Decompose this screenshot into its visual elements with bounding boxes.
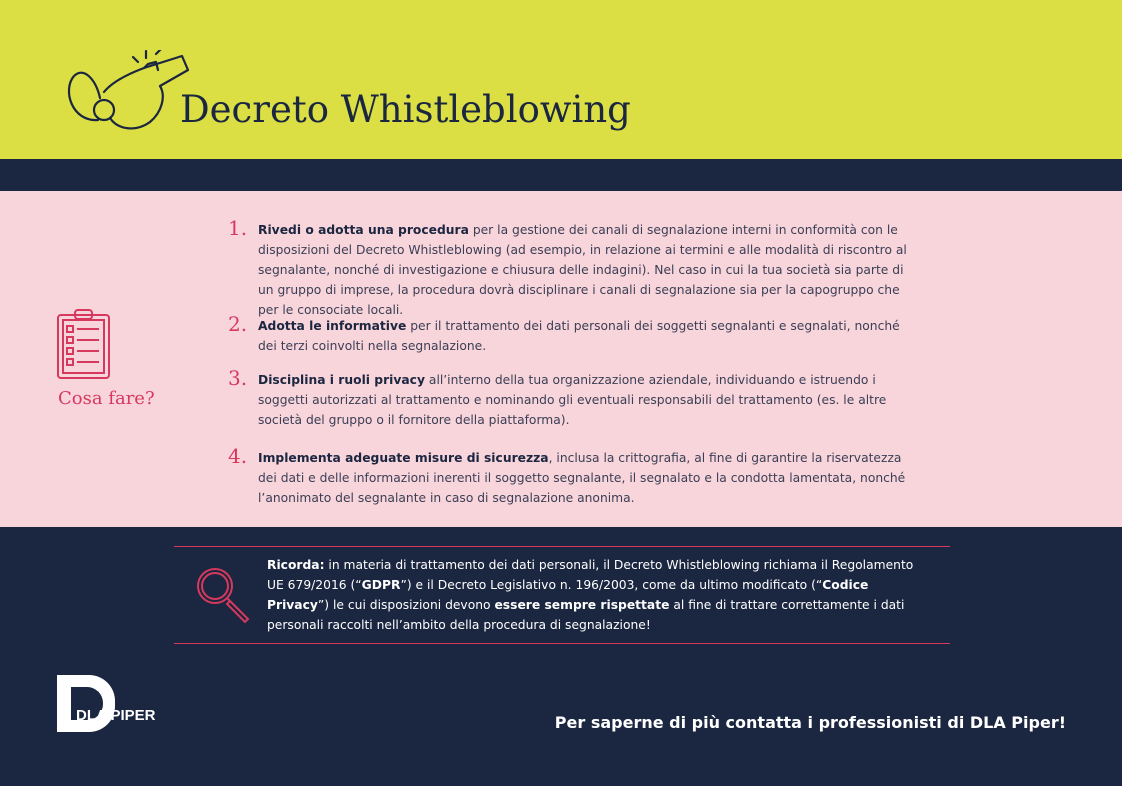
item-text: [258, 220, 908, 320]
dla-piper-logo: [57, 675, 117, 733]
reminder-text-part: in materia di trattamento dei dati personali, il Decreto Whistleblowing richiama il Regolamento UE 679/2016 (“: [267, 558, 914, 592]
gdpr-term: GDPR: [361, 578, 401, 592]
page-title: Decreto Whistleblowing: [180, 88, 631, 131]
item-bold: Adotta le informative: [258, 319, 407, 333]
reminder-text-part: ”) le cui disposizioni devono: [317, 598, 495, 612]
item-body: per la gestione dei canali di segnalazione interni in conformità con le disposizioni del Decreto Whistleblowing (ad esempio, in relazione ai termini e alle modalità di riscontro al segnalante, nonché di investigazione e chiusura delle indagini). Nel caso in cui la tua società sia parte di un gruppo di imprese, la procedura dovrà disciplinare i canali di segnalazione sia per la capogruppo che per le consociate locali.: [258, 223, 907, 317]
item-number: 4.: [228, 444, 248, 468]
item-body: , inclusa la crittografia, al fine di garantire la riservatezza dei dati e delle informazioni inerenti il soggetto segnalante, il segnalato e la condotta lamentata, nonché l’anonimato del segnalante in caso di segnalazione anonima.: [258, 451, 906, 505]
clipboard-checklist-icon: [57, 308, 111, 380]
contact-cta[interactable]: Per saperne di più contatta i professionisti di DLA Piper!: [554, 713, 1066, 732]
item-bold: Rivedi o adotta una procedura: [258, 223, 469, 237]
reminder-text: [267, 555, 917, 635]
divider-band: [0, 159, 1122, 191]
item-body: all’interno della tua organizzazione aziendale, individuando e istruendo i soggetti autorizzati al trattamento e nominando gli eventuali responsabili del trattamento (es. le altre società del gruppo o il fornitore della piattaforma).: [258, 373, 887, 427]
item-number: 2.: [228, 312, 248, 336]
item-number: 3.: [228, 366, 248, 390]
logo-text: DLA PIPER: [76, 707, 156, 724]
magnifying-glass-icon: [194, 566, 254, 626]
reminder-text-part: ”) e il Decreto Legislativo n. 196/2003, come da ultimo modificato (“: [400, 578, 823, 592]
item-bold: Disciplina i ruoli privacy: [258, 373, 425, 387]
whistle-icon: [62, 50, 192, 132]
section-heading: Cosa fare?: [58, 388, 155, 409]
reminder-label: Ricorda:: [267, 558, 325, 572]
reminder-text-part: al fine di trattare correttamente i dati personali raccolti nell’ambito della procedura di segnalazione!: [267, 598, 905, 632]
item-text: [258, 370, 908, 430]
item-body: per il trattamento dei dati personali dei soggetti segnalanti e segnalati, nonché dei terzi coinvolti nella segnalazione.: [258, 319, 900, 353]
reminder-emphasis: essere sempre rispettate: [494, 598, 670, 612]
codice-privacy-term: Codice Privacy: [267, 578, 869, 612]
item-text: [258, 316, 908, 356]
item-number: 1.: [228, 216, 248, 240]
item-text: [258, 448, 908, 508]
item-bold: Implementa adeguate misure di sicurezza: [258, 451, 549, 465]
